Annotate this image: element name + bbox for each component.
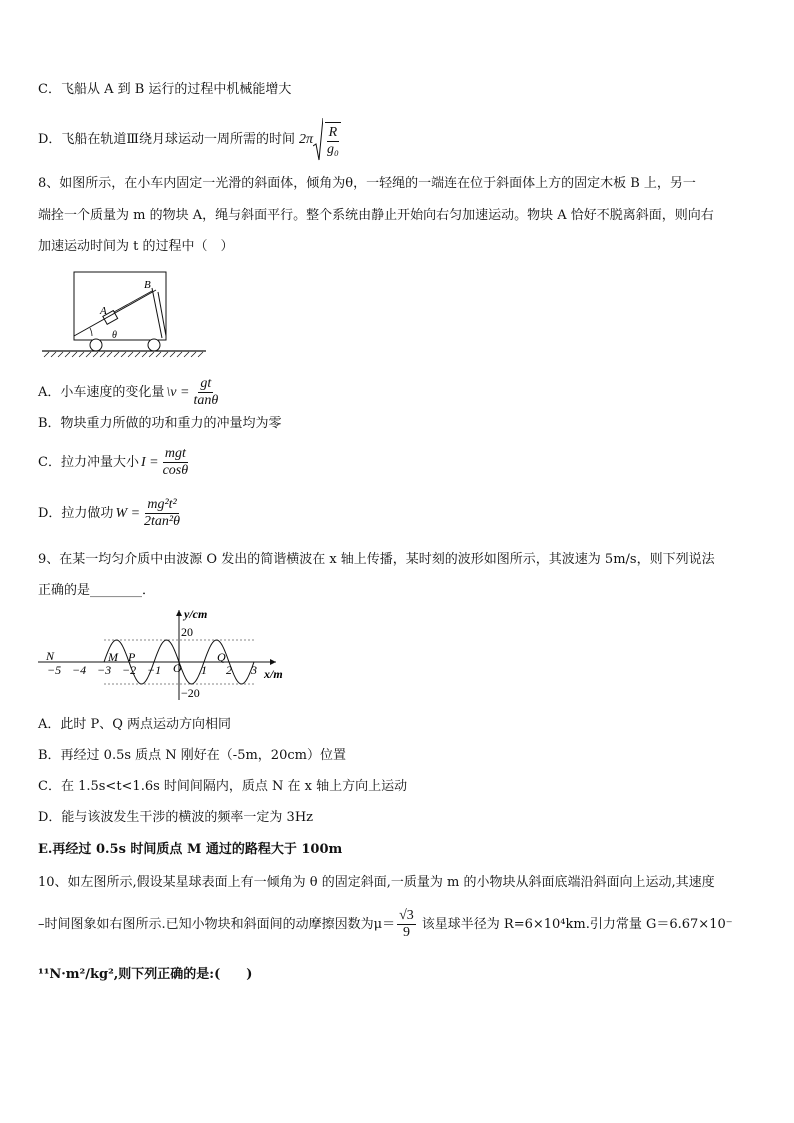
- ground-hatch: [44, 352, 203, 357]
- q8-stem-line2: 端拴一个质量为 m 的物块 A，绳与斜面平行。整个系统由静止开始向右匀加速运动。物块 A 恰好不脱离斜面，则向右: [38, 208, 714, 223]
- q7-option-d-text: D．飞船在轨道Ⅲ绕月球运动一周所需的时间: [38, 132, 295, 147]
- point-p: P: [128, 650, 136, 664]
- cart-box: [74, 272, 166, 340]
- q10-stem-line3: ¹¹N·m²/kg²,则下列正确的是:( ): [38, 967, 253, 982]
- wheel-left: [90, 339, 102, 351]
- q8-option-a-lhs: \v =: [166, 384, 190, 400]
- q8-option-c: [38, 446, 192, 479]
- q8-option-d-num: mg²t²: [147, 497, 177, 512]
- origin-label: O: [173, 661, 182, 675]
- q7-option-d-den: g₀: [326, 142, 339, 157]
- q8-option-a-den: tanθ: [193, 393, 219, 408]
- q9-wave-figure: [30, 604, 300, 704]
- q8-option-c-text: C．拉力冲量大小: [38, 454, 139, 470]
- q8-cart-figure: [38, 268, 210, 362]
- q7-option-c: C．飞船从 A 到 B 运行的过程中机械能增大: [38, 82, 292, 97]
- q8-option-d-lhs: W =: [115, 505, 141, 521]
- q8-option-c-num: mgt: [164, 446, 186, 461]
- x-tick-label: −4: [72, 663, 87, 677]
- x-axis-label: x/m: [264, 667, 283, 681]
- point-q: Q: [217, 650, 226, 664]
- q8-stem-line1: 8、如图所示，在小车内固定一光滑的斜面体，倾角为θ，一轻绳的一端连在位于斜面体上方的固定木板 B 上，另一: [38, 176, 696, 191]
- q8-option-d: [38, 497, 184, 530]
- x-tick-label: −5: [47, 663, 62, 677]
- y-axis-label: y/cm: [184, 607, 208, 621]
- q10-stem-line1: 10、如左图所示,假设某星球表面上有一倾角为 θ 的固定斜面,一质量为 m 的小物块从斜面底端沿斜面向上运动,其速度: [38, 875, 715, 890]
- x-tick-label: 3: [251, 663, 257, 677]
- q7-option-d-num: R: [328, 125, 338, 140]
- label-theta: θ: [112, 330, 117, 341]
- incline-board-b: [152, 288, 162, 338]
- x-tick-label: 2: [226, 663, 232, 677]
- point-n: N: [46, 649, 55, 663]
- q10-stem-line2: [38, 908, 733, 941]
- label-a: A: [100, 305, 107, 317]
- y-neg-label: −20: [181, 686, 200, 700]
- q8-option-d-den: 2tan²θ: [144, 514, 181, 529]
- q9-stem-line2: 正确的是________．: [38, 583, 156, 598]
- q8-stem-line3: 加速运动时间为 t 的过程中（ ）: [38, 239, 234, 254]
- q9-option-a: A．此时 P、Q 两点运动方向相同: [38, 717, 232, 732]
- q10-line2-pre: –时间图象如右图所示.已知小物块和斜面间的动摩擦因数为μ＝: [38, 916, 396, 932]
- wheel-right: [148, 339, 160, 351]
- q9-option-c: C．在 1.5s<t<1.6s 时间间隔内，质点 N 在 x 轴上方向上运动: [38, 779, 408, 794]
- q9-option-d: D．能与该波发生干涉的横波的频率一定为 3Hz: [38, 810, 314, 825]
- q10-line2-post: 该星球半径为 R=6×10⁴km.引力常量 G＝6.67×10⁻: [421, 916, 733, 932]
- x-tick-label: −1: [147, 663, 162, 677]
- q8-option-c-den: cosθ: [162, 463, 189, 478]
- q10-mu-den: 9: [402, 925, 410, 940]
- q7-option-d-coef: 2π: [298, 132, 313, 147]
- q8-option-d-text: D．拉力做功: [38, 505, 114, 521]
- q7-option-d: [38, 118, 343, 162]
- q9-option-b: B．再经过 0.5s 质点 N 刚好在（-5m，20cm）位置: [38, 748, 346, 763]
- q9-option-e: E.再经过 0.5s 时间质点 M 通过的路程大于 100m: [38, 842, 343, 857]
- q9-stem-line1: 9、在某一均匀介质中由波源 O 发出的简谐横波在 x 轴上传播，某时刻的波形如图所示，其波速为 5m/s，则下列说法: [38, 552, 715, 567]
- rope: [114, 291, 152, 312]
- q8-option-b: B．物块重力所做的功和重力的冲量均为零: [38, 416, 282, 431]
- incline-board-b-outer: [158, 292, 166, 336]
- q8-option-a-text: A．小车速度的变化量: [38, 384, 165, 400]
- y-pos-label: 20: [181, 625, 193, 639]
- q8-option-a: [38, 376, 222, 409]
- q7-option-d-sqrt: [313, 118, 343, 162]
- x-tick-label: 1: [201, 663, 207, 677]
- x-tick-label: −3: [97, 663, 112, 677]
- q8-option-a-num: gt: [200, 376, 212, 391]
- label-b: B: [144, 279, 151, 291]
- sqrt-sign-icon: [313, 118, 323, 162]
- x-tick-label: −2: [122, 663, 137, 677]
- theta-arc: [90, 328, 92, 336]
- q8-option-c-lhs: I =: [140, 454, 159, 470]
- q10-mu-num: √3: [399, 908, 414, 923]
- point-m: M: [108, 650, 118, 664]
- x-tick-labels: [47, 663, 257, 677]
